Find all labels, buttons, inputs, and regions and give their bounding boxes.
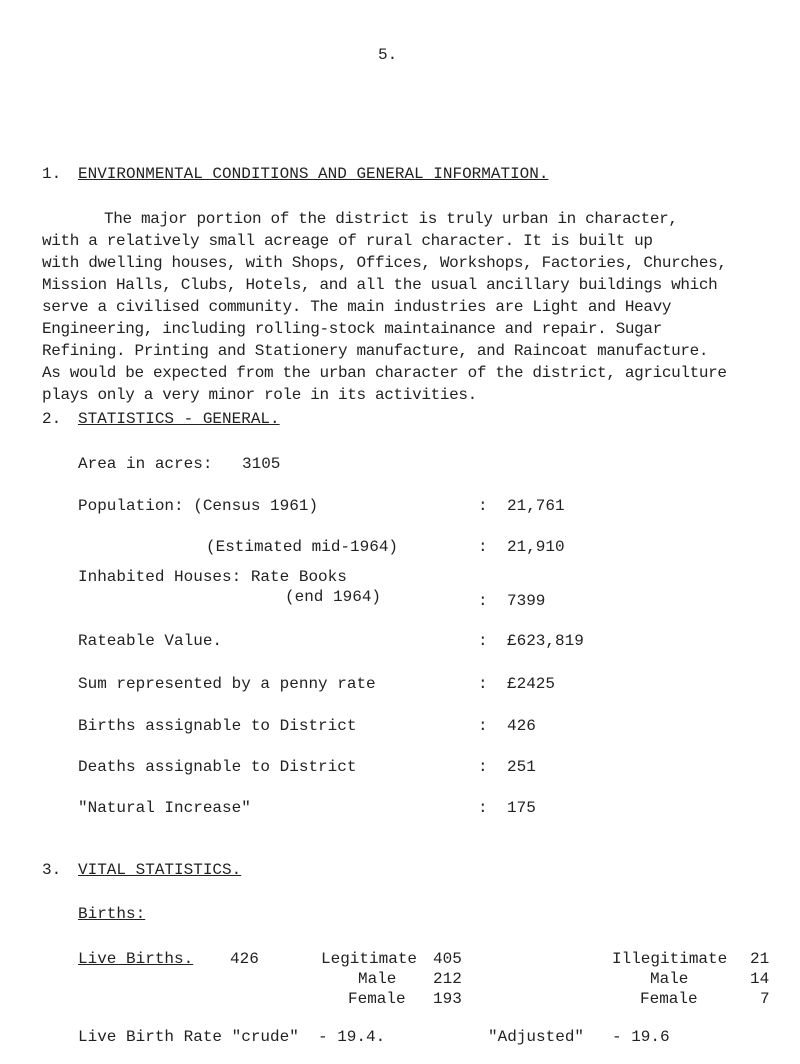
area-label: Area in acres: (78, 455, 213, 473)
paragraph-line: plays only a very minor role in its activities. (42, 386, 477, 404)
illegitimate-male-value: 14 (750, 970, 770, 988)
section1-paragraph (42, 208, 782, 406)
stat-value: £623,819 (507, 632, 584, 650)
stat-separator: : (478, 632, 488, 650)
stat-label: Deaths assignable to District (78, 758, 357, 776)
births-heading: Births: (78, 905, 146, 923)
legitimate-male-label: Male (358, 970, 397, 988)
section1-number: 1. (42, 165, 62, 183)
stat-separator: : (478, 675, 488, 693)
legitimate-label: Legitimate (321, 950, 418, 968)
stat-separator: : (478, 538, 488, 556)
stat-label: "Natural Increase" (78, 799, 251, 817)
stat-value: £2425 (507, 675, 556, 693)
illegitimate-value: 21 (750, 950, 770, 968)
legitimate-female-label: Female (348, 990, 406, 1008)
area-value: 3105 (242, 455, 281, 473)
stat-value: 251 (507, 758, 536, 776)
stat-separator: : (478, 592, 488, 610)
paragraph-line: Refining. Printing and Stationery manufacture, and Raincoat manufacture. (42, 342, 709, 360)
stat-value: 175 (507, 799, 536, 817)
illegitimate-female-value: 7 (760, 990, 770, 1008)
paragraph-line: As would be expected from the urban character of the district, agriculture (42, 364, 727, 382)
stat-value: 21,910 (507, 538, 565, 556)
section2-heading: STATISTICS - GENERAL. (78, 410, 280, 428)
stat-separator: : (478, 717, 488, 735)
legitimate-male-value: 212 (433, 970, 462, 988)
legitimate-value: 405 (433, 950, 462, 968)
rate-crude-value: - 19.4. (318, 1028, 386, 1046)
rate-adjusted-label: "Adjusted" (488, 1028, 585, 1046)
paragraph-line: serve a civilised community. The main industries are Light and Heavy (42, 298, 672, 316)
stat-label-continued: (end 1964) (285, 588, 382, 606)
rate-adjusted-value: - 19.6 (612, 1028, 670, 1046)
stat-value: 426 (507, 717, 536, 735)
stat-separator: : (478, 799, 488, 817)
paragraph-line: Mission Halls, Clubs, Hotels, and all the usual ancillary buildings which (42, 276, 718, 294)
stat-label: Inhabited Houses: Rate Books (78, 568, 347, 586)
live-births-value: 426 (230, 950, 259, 968)
stat-label: (Estimated mid-1964) (206, 538, 399, 556)
stat-separator: : (478, 758, 488, 776)
legitimate-female-value: 193 (433, 990, 462, 1008)
stat-label: Rateable Value. (78, 632, 223, 650)
paragraph-line: with a relatively small acreage of rural character. It is built up (42, 232, 653, 250)
stat-value: 7399 (507, 592, 546, 610)
paragraph-line: with dwelling houses, with Shops, Offices, Workshops, Factories, Churches, (42, 254, 727, 272)
paragraph-line: The major portion of the district is truly urban in character, (104, 210, 678, 228)
stat-label: Population: (Census 1961) (78, 497, 319, 515)
illegitimate-male-label: Male (650, 970, 689, 988)
section3-heading: VITAL STATISTICS. (78, 861, 242, 879)
section2-number: 2. (42, 410, 62, 428)
stat-label: Births assignable to District (78, 717, 357, 735)
illegitimate-label: Illegitimate (612, 950, 728, 968)
rate-crude-label: Live Birth Rate "crude" (78, 1028, 299, 1046)
section3-number: 3. (42, 861, 62, 879)
stat-label: Sum represented by a penny rate (78, 675, 376, 693)
paragraph-line: Engineering, including rolling-stock maintainance and repair. Sugar (42, 320, 662, 338)
stat-separator: : (478, 497, 488, 515)
illegitimate-female-label: Female (640, 990, 698, 1008)
live-births-label: Live Births. (78, 950, 194, 968)
stat-value: 21,761 (507, 497, 565, 515)
section1-heading: ENVIRONMENTAL CONDITIONS AND GENERAL INFORMATION. (78, 165, 549, 183)
page-number: 5. (378, 46, 398, 64)
